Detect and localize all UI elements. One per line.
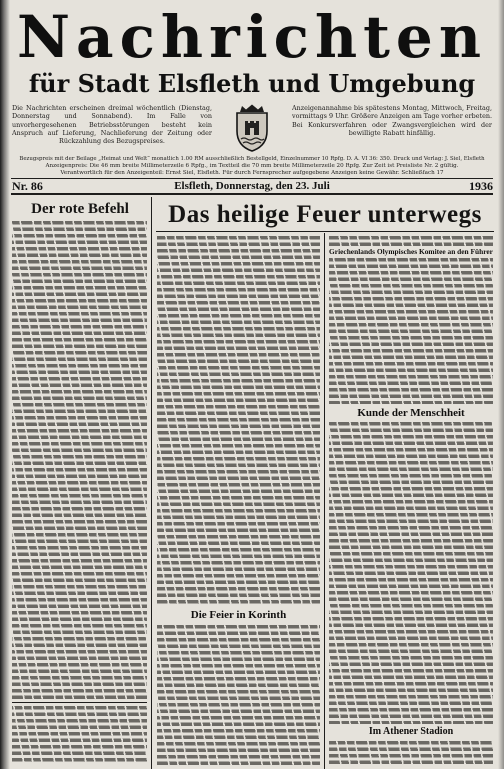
- article-body-text: [157, 625, 320, 765]
- advertising-notice: Anzeigenannahme bis spätestens Montag, Mittwoch, Freitag, vormittags 9 Uhr. Größere Anzeigen am Tage vorher erbeten. Bei Konkursverfahren oder Zwangsvergleichen wird der bewilligte Rabatt hinfällig.: [292, 104, 492, 137]
- article-body-text: [329, 236, 493, 246]
- subhead-olympic-committee: Griechenlands Olympisches Komitee an den Führer: [329, 247, 493, 256]
- article-body-text: [329, 741, 493, 765]
- scan-edge-shadow-right: [498, 0, 504, 769]
- column-rule: [324, 233, 325, 769]
- fine-print-line: Anzeigenpreis: Die 46 mm breite Millimeterzeile 6 Rpfg., im Textteil die 70 mm breite Millimeterzeile 20 Rpfg. Zur Zeit ist Preisliste Nr. 2 gültig.: [45, 163, 459, 169]
- rule-line: [12, 702, 147, 703]
- left-article-headline: Der rote Befehl: [31, 201, 129, 217]
- article-body-text: [12, 221, 147, 699]
- masthead-title: Nachrichten: [16, 6, 488, 68]
- rule-line: [156, 231, 494, 232]
- article-body-text: [329, 258, 493, 404]
- article-body-text: [329, 422, 493, 724]
- article-body-text: [12, 706, 147, 764]
- masthead-subtitle: für Stadt Elsfleth und Umgebung: [28, 69, 476, 98]
- issue-year: 1936: [469, 179, 493, 193]
- article-body-text: [157, 236, 320, 606]
- rule-line: [11, 178, 493, 179]
- issue-dateline: Elsfleth, Donnerstag, den 23. Juli: [174, 180, 330, 192]
- fine-print-line: Bezugspreis mit der Beilage „Heimat und Welt“ monatlich 1.00 RM ausschließlich Bestellgeld, Einzelnummer 10 Rpfg. D. A. VI 36: 350. Druck und Verlag: J. Siel, Elsfleth: [19, 156, 485, 162]
- subhead-athener-stadion: Im Athener Stadion: [368, 726, 454, 737]
- double-rule: [11, 193, 493, 195]
- scan-edge-shadow-left: [0, 0, 10, 769]
- issue-number: Nr. 86: [12, 179, 43, 193]
- subhead-kunde-der-menschheit: Kunde der Menschheit: [357, 407, 465, 419]
- fine-print-line: Verantwortlich für den Anzeigenteil: Ernst Siel, Elsfleth. Für durch Fernsprecher aufgegebene Anzeigen keine Gewähr. Schließfach 17: [60, 170, 444, 176]
- main-article-headline: Das heilige Feuer unterwegs: [168, 201, 482, 228]
- subhead-korinth: Die Feier in Korinth: [190, 609, 287, 621]
- coat-of-arms-icon: [234, 104, 270, 152]
- publication-notice: Die Nachrichten erscheinen dreimal wöchentlich (Dienstag, Donnerstag und Sonnabend). Im Falle von unvorhergesehenen Betriebsstörungen besteht kein Anspruch auf Lieferung, Nachlieferung der Zeitung oder Rückzahlung des Bezugspreises.: [12, 104, 212, 146]
- column-rule: [151, 197, 152, 769]
